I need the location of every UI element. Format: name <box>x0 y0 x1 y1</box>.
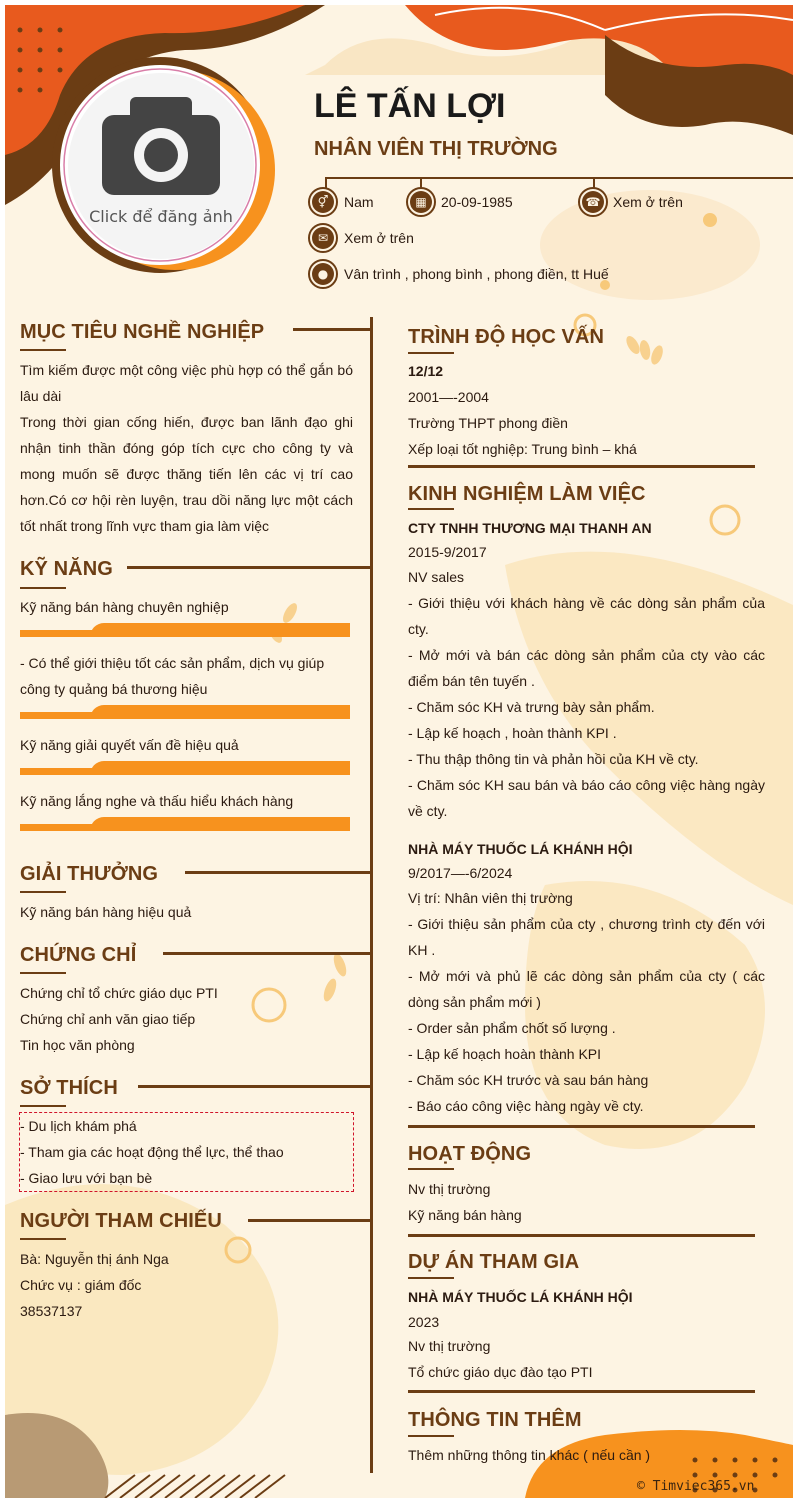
job-company: CTY TNHH THƯƠNG MẠI THANH AN <box>408 520 652 536</box>
skill-level-bar <box>20 817 350 831</box>
job-duty: - Thu thập thông tin và phản hồi của KH về cty. <box>408 751 699 767</box>
phone-value: Xem ở trên <box>613 194 683 210</box>
hobbies-heading-line <box>138 1085 371 1088</box>
hobbies-heading-underline <box>20 1105 66 1107</box>
projects-section-line <box>408 1390 755 1393</box>
job-role: NV sales <box>408 569 465 585</box>
awards-heading: GIẢI THƯỞNG <box>20 863 159 885</box>
project-role: Nv thị trường <box>408 1338 491 1354</box>
hobby-item: - Giao lưu với bạn bè <box>20 1170 153 1186</box>
education-grade: Xếp loại tốt nghiệp: Trung bình – khá <box>408 441 637 457</box>
candidate-title: NHÂN VIÊN THỊ TRƯỜNG <box>314 138 558 160</box>
reference-item: Chức vụ : giám đốc <box>20 1277 142 1293</box>
job-period: 2015-9/2017 <box>408 544 487 560</box>
camera-icon <box>102 95 220 195</box>
job-duty: - Lập kế hoạch hoàn thành KPI <box>408 1046 602 1062</box>
profile-photo[interactable] <box>68 73 254 259</box>
hobby-item: - Du lịch khám phá <box>20 1118 137 1134</box>
activity-item: Nv thị trường <box>408 1181 491 1197</box>
references-heading-underline <box>20 1238 66 1240</box>
job-period: 9/2017—-6/2024 <box>408 865 513 881</box>
project-org: Tổ chức giáo dục đào tạo PTI <box>408 1364 593 1380</box>
job-duty: - Mở mới và bán các dòng sản phẩm của cty vào các điểm bán tên tuyến . <box>408 647 765 689</box>
certificates-heading: CHỨNG CHỈ <box>20 944 137 966</box>
skill-level-bar <box>20 623 350 637</box>
skill-level-bar <box>20 761 350 775</box>
gender-value: Nam <box>344 194 374 210</box>
objective-text-1: Tìm kiếm được một công việc phù hợp có thể gắn bó lâu dài <box>20 362 353 404</box>
education-degree: 12/12 <box>408 363 444 379</box>
candidate-name: LÊ TẤN LỢI <box>314 87 506 125</box>
reference-item: Bà: Nguyễn thị ánh Nga <box>20 1251 169 1267</box>
phone-icon-wrap <box>578 187 608 217</box>
projects-heading: DỰ ÁN THAM GIA <box>408 1251 580 1273</box>
skill-level-bar <box>20 705 350 719</box>
photo-upload-hint: Click để đăng ảnh <box>89 207 233 226</box>
activities-section-line <box>408 1234 755 1237</box>
education-school: Trường THPT phong điền <box>408 415 568 431</box>
job-company: NHÀ MÁY THUỐC LÁ KHÁNH HỘI <box>408 841 633 857</box>
skill-label: Kỹ năng lắng nghe và thấu hiểu khách hàng <box>20 793 294 809</box>
dob-value: 20-09-1985 <box>441 194 513 210</box>
project-year: 2023 <box>408 1314 440 1330</box>
location-icon-wrap <box>308 259 338 289</box>
certificates-heading-line <box>163 952 371 955</box>
education-section-line <box>408 465 755 468</box>
skills-heading-underline <box>20 587 66 589</box>
job-duty: - Giới thiệu sản phẩm của cty , chương trình cty đến với KH . <box>408 916 765 958</box>
copyright-watermark: © Timviec365.vn <box>637 1479 755 1494</box>
skill-label: Kỹ năng bán hàng chuyên nghiệp <box>20 599 229 615</box>
header-divider <box>325 177 793 179</box>
job-duty: - Giới thiệu với khách hàng về các dòng sản phẩm của cty. <box>408 595 765 637</box>
certificate-item: Chứng chỉ anh văn giao tiếp <box>20 1011 196 1027</box>
email-icon: ✉ <box>312 227 334 249</box>
address-value: Vân trình , phong bình , phong điền, tt Huế <box>344 266 609 282</box>
experience-heading: KINH NGHIỆM LÀM VIỆC <box>408 483 646 505</box>
certificate-item: Chứng chỉ tổ chức giáo dục PTI <box>20 985 218 1001</box>
experience-heading-underline <box>408 508 454 510</box>
project-name: NHÀ MÁY THUỐC LÁ KHÁNH HỘI <box>408 1289 633 1305</box>
gender-icon-wrap <box>308 187 338 217</box>
activities-heading: HOẠT ĐỘNG <box>408 1143 532 1165</box>
certificates-heading-underline <box>20 972 66 974</box>
email-icon-wrap <box>308 223 338 253</box>
hobby-item: - Tham gia các hoạt động thể lực, thể thao <box>20 1144 284 1160</box>
reference-item: 38537137 <box>20 1303 83 1319</box>
job-duty: - Chăm sóc KH sau bán và báo cáo công việc hàng ngày về cty. <box>408 777 765 819</box>
education-period: 2001—-2004 <box>408 389 489 405</box>
references-heading: NGƯỜI THAM CHIẾU <box>20 1210 222 1232</box>
awards-heading-underline <box>20 891 66 893</box>
location-icon: ● <box>312 263 334 285</box>
objective-text-2: Trong thời gian cống hiến, được ban lãnh đạo ghi nhận tinh thần đóng góp tích cực cho công ty và mong muốn sẽ được thăng tiến lên các vị trí cao hơn.Có cơ hội rèn luyện, trau dồi năng lực một cách tốt nhất trong lĩnh vực tham gia làm việc <box>20 414 353 534</box>
projects-heading-underline <box>408 1277 454 1279</box>
objective-heading: MỤC TIÊU NGHỀ NGHIỆP <box>20 321 265 343</box>
email-value: Xem ở trên <box>344 230 414 246</box>
education-heading-underline <box>408 352 454 354</box>
cv-page <box>5 5 793 1498</box>
calendar-icon: ▦ <box>410 191 432 213</box>
objective-heading-line <box>293 328 371 331</box>
extra-heading-underline <box>408 1435 454 1437</box>
skills-heading-line <box>127 566 371 569</box>
objective-heading-underline <box>20 349 66 351</box>
job-duty: - Mở mới và phủ lẽ các dòng sản phẩm của cty ( các dòng sản phẩm mới ) <box>408 968 765 1010</box>
award-item: Kỹ năng bán hàng hiệu quả <box>20 904 192 920</box>
column-divider <box>370 317 373 1473</box>
education-heading: TRÌNH ĐỘ HỌC VẤN <box>408 326 605 348</box>
phone-icon: ☎ <box>582 191 604 213</box>
gender-icon: ⚥ <box>312 191 334 213</box>
job-duty: - Chăm sóc KH và trưng bày sản phẩm. <box>408 699 655 715</box>
skill-label: Kỹ năng giải quyết vấn đề hiệu quả <box>20 737 239 753</box>
hobbies-heading: SỞ THÍCH <box>20 1077 118 1099</box>
job-role: Vị trí: Nhân viên thị trường <box>408 890 573 906</box>
awards-heading-line <box>185 871 371 874</box>
skills-heading: KỸ NĂNG <box>20 558 113 580</box>
extra-heading: THÔNG TIN THÊM <box>408 1409 582 1431</box>
certificate-item: Tin học văn phòng <box>20 1037 135 1053</box>
job-duty: - Báo cáo công việc hàng ngày về cty. <box>408 1098 644 1114</box>
job-duty: - Lập kế hoạch , hoàn thành KPI . <box>408 725 617 741</box>
extra-text: Thêm những thông tin khác ( nếu cần ) <box>408 1447 651 1463</box>
references-heading-line <box>248 1219 371 1222</box>
job-duty: - Chăm sóc KH trước và sau bán hàng <box>408 1072 649 1088</box>
skill-label: - Có thể giới thiệu tốt các sản phẩm, dịch vụ giúp công ty quảng bá thương hiệu <box>20 655 325 697</box>
experience-section-line <box>408 1125 755 1128</box>
calendar-icon-wrap <box>406 187 436 217</box>
activity-item: Kỹ năng bán hàng <box>408 1207 522 1223</box>
activities-heading-underline <box>408 1168 454 1170</box>
job-duty: - Order sản phẩm chốt số lượng . <box>408 1020 616 1036</box>
